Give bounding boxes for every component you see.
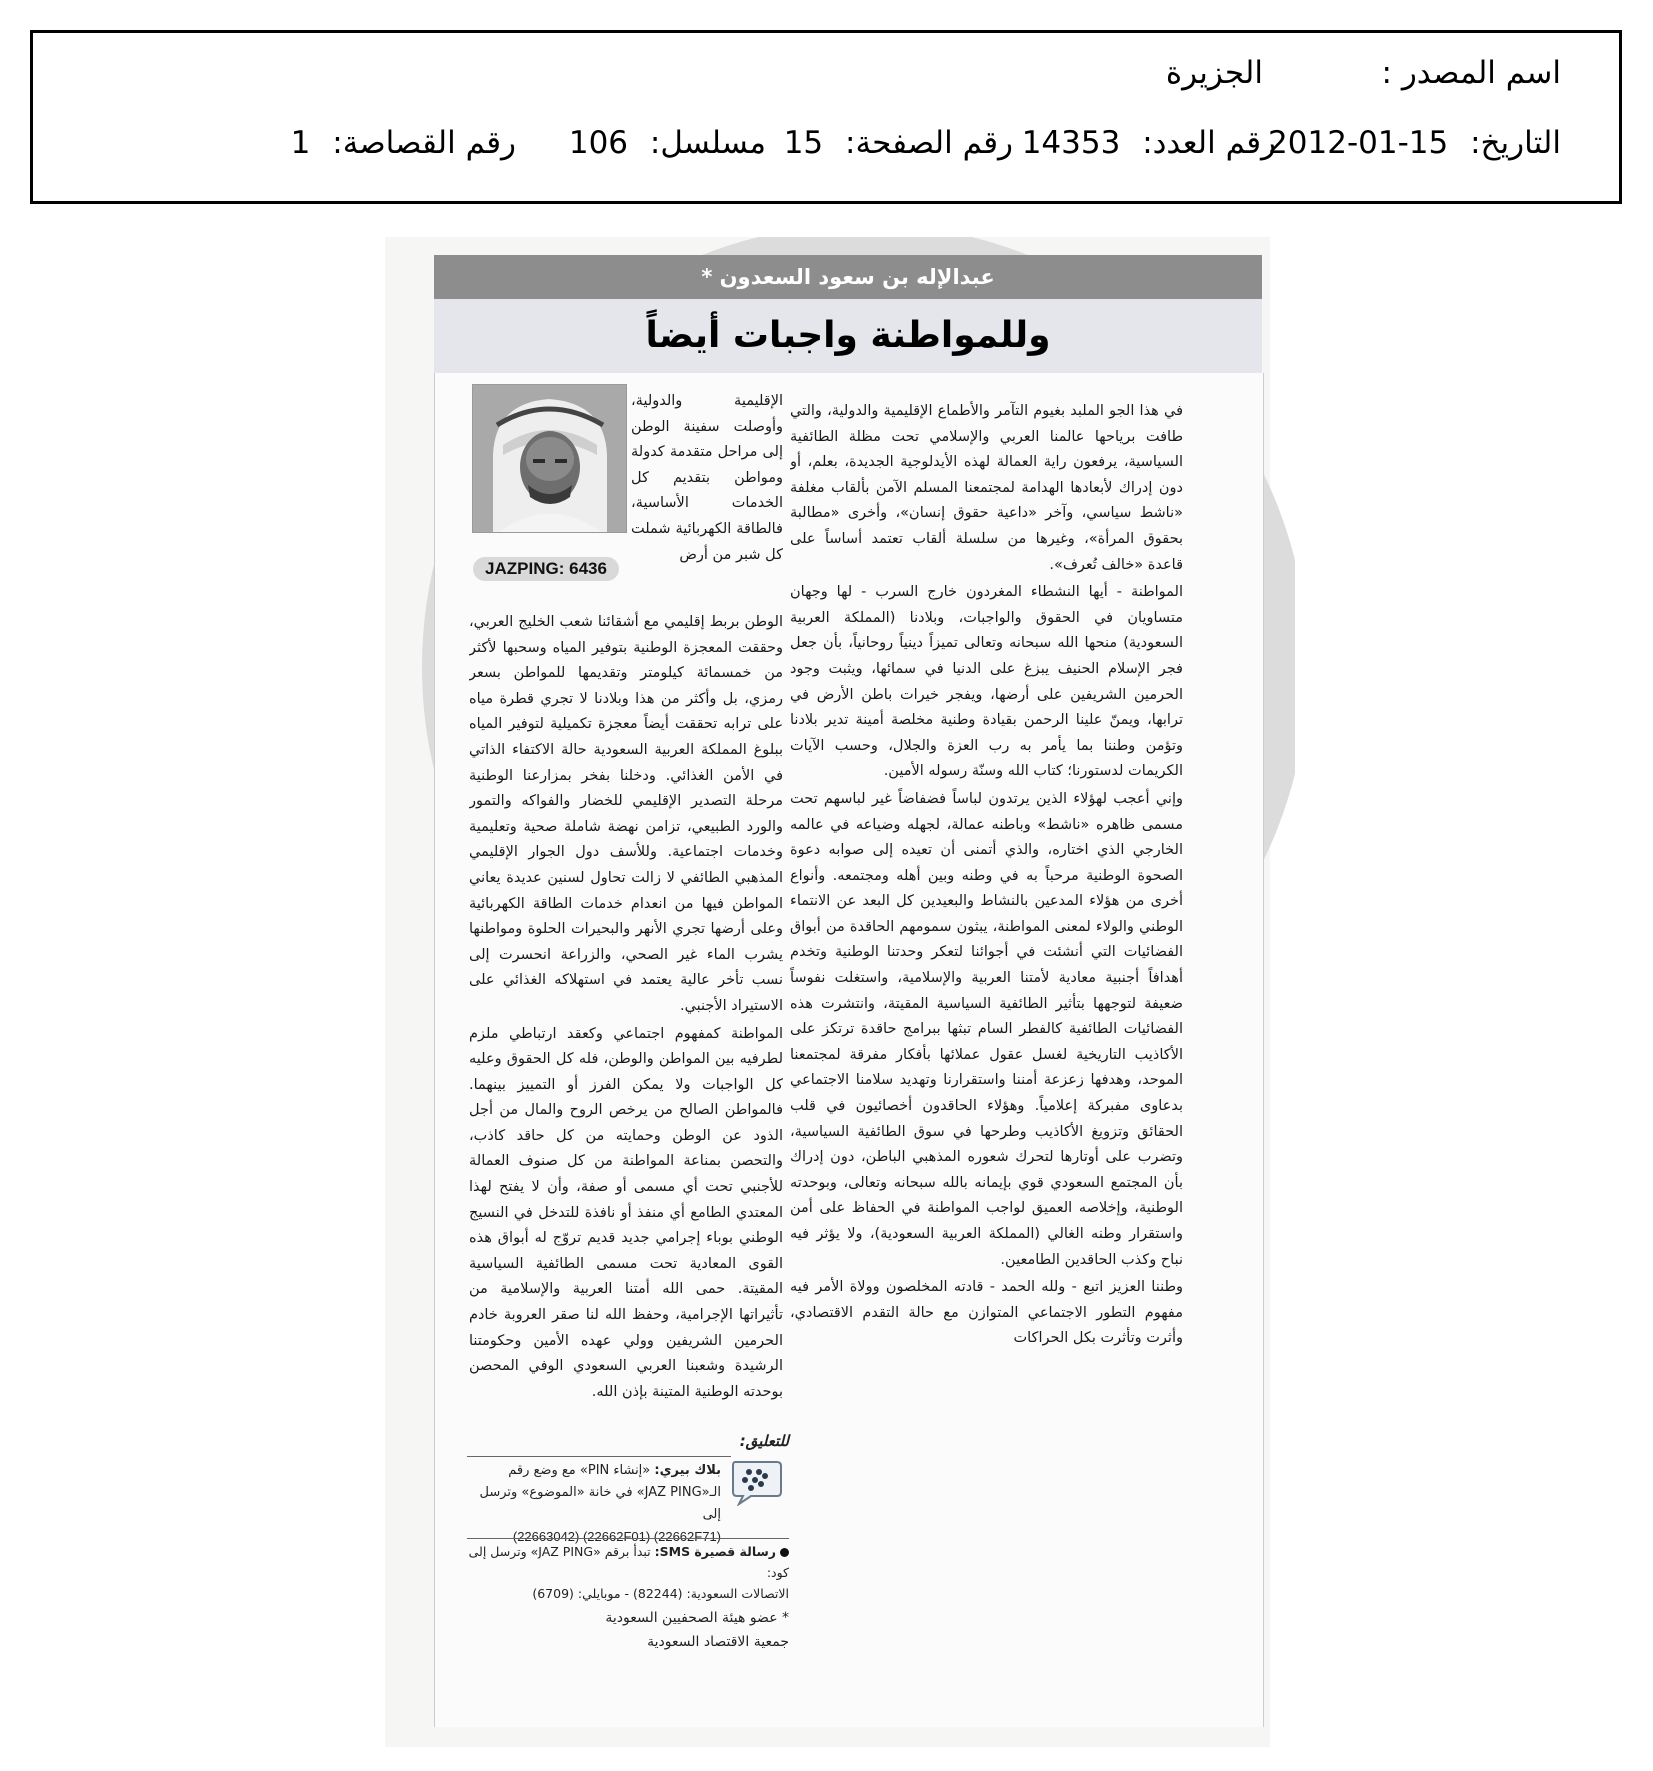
date-label: التاريخ: xyxy=(1470,125,1561,161)
date-value: 2012-01-15 xyxy=(1268,125,1449,161)
divider xyxy=(467,1456,731,1457)
clip-value: 1 xyxy=(290,125,311,161)
comment-title: للتعليق: xyxy=(739,1432,789,1450)
clip-label: رقم القصاصة: xyxy=(332,125,516,161)
article-headline: وللمواطنة واجبات أيضاً xyxy=(434,299,1262,373)
source-label: اسم المصدر : xyxy=(1381,55,1561,91)
author-byline: عبدالإله بن سعود السعدون * xyxy=(434,255,1262,299)
sms-instructions xyxy=(467,1541,789,1604)
author-portrait-icon xyxy=(473,385,626,532)
jazping-badge: JAZPING: 6436 xyxy=(473,557,619,581)
source-info-box xyxy=(30,30,1622,204)
sms-label: رسالة قصيرة SMS: xyxy=(654,1544,776,1559)
source-value: الجزيرة xyxy=(1165,55,1263,91)
serial-value: 106 xyxy=(568,125,629,161)
paragraph: المواطنة - أيها النشطاء المغردون خارج السرب - لها وجهان متساويان في الحقوق والواجبات، وبلادنا (المملكة العربية السعودية) منحها الله سبحانه وتعالى تميزاً دينياً روحانياً، بأن جعل فجر الإسلام الحنيف يبزغ على الدنيا في سمائها، ويثبت وجود الحرمين الشريفين على أرضها، ويفجر خيرات باطن الأرض في ترابها، ويمنّ علينا الرحمن بقيادة وطنية مخلصة أمينة تدير بلادنا وتؤمن وطننا بما يأمر به رب العزة والجلال، وحسب الآيات الكريمات لدستورنا؛ كتاب الله وسنّة رسوله الأمين. xyxy=(790,584,1183,780)
blackberry-icon xyxy=(729,1456,785,1506)
paragraph: وإني أعجب لهؤلاء الذين يرتدون لباساً فضفاضاً غير لباسهم تحت مسمى ظاهره «ناشط» وباطنه عمالة، لجهله وضياعه في عالمه الخارجي الذي اختاره، والذي أتمنى أن تعيده إلى صوابه دعوة الصحوة الوطنية مرحباً به في وطنه وبين أهله ومجتمعه. وأنواع أخرى من هؤلاء المدعين بالنشاط والبعيدين كل البعد عن الانتماء الوطني والولاء لمعنى المواطنة، يبثون سمومهم الحاقدة من أبواق الفضائيات التي أنشئت في أجوائنا لتعكر وحدتنا الوطنية وتخدم أهدافاً أجنبية معادية لأمتنا العربية والإسلامية، واستغلت نفوساً ضعيفة لتوجهها بتأثير الطائفية السياسية المقيتة، وانتشرت هذه الفضائيات الطائفية كالفطر السام تبثها ببرامج حاقدة ترتكز على الأكاذيب التاريخية لغسل عقول عملائها بأفكار مفرقة لمجتمعنا الموحد، وهدفها زعزعة أمننا واستقرارنا وتهديد سلامنا الاجتماعي بدعاوى مفبركة إعلامياً. وهؤلاء الحاقدون أخصائيون في قلب الحقائق وتزويغ الأكاذيب وطرحها في سوق الطائفية السياسية، وتضرب على أوتارها لتحرك شعوره المذهبي الباطن، دون إدراك بأن المجتمع السعودي قوي بإيمانه بالله سبحانه وتعالى، وبوحدته الوطنية، وإخلاصه العميق لواجب المواطنة في الحفاظ على أمن واستقرار وطنه الغالي (المملكة العربية السعودية)، ولا يؤثر فيه نباح وكذب الحاقدين الطامعين. xyxy=(790,790,1183,1268)
pin-codes: (22663042) (22662F01) (22662F71) xyxy=(512,1529,721,1544)
date-field xyxy=(1268,125,1561,161)
article-column-left xyxy=(469,610,783,1428)
clip-field xyxy=(291,125,516,161)
sms-codes: الاتصالات السعودية: (82244) - موبايلي: (6709) xyxy=(532,1586,789,1601)
serial-field xyxy=(569,125,766,161)
blackberry-instructions xyxy=(467,1460,721,1548)
newspaper-clipping xyxy=(385,237,1270,1747)
paragraph: وطننا العزيز اتبع - ولله الحمد - قادته المخلصون وولاة الأمر فيه مفهوم التطور الاجتماعي المتوازن مع حالة التقدم الاقتصادي، وأثرت وتأثرت بكل الحراكات xyxy=(790,1279,1183,1347)
divider xyxy=(467,1538,789,1539)
paragraph: المواطنة كمفهوم اجتماعي وكعقد ارتباطي ملزم لطرفيه بين المواطن والوطن، فله كل الحقوق وعليه كل الواجبات ولا يمكن الفرز أو التمييز بينهما. فالمواطن الصالح من يرخص الروح والمال من أجل الذود عن الوطن وحمايته من كل حاقد كاذب، والتحصن بمناعة المواطنة من كل صنوف العمالة للأجنبي تحت أي مسمى أو صفة، وأن لا يفتح لهذا المعتدي الطامع أي منفذ أو نافذة للتدخل في النسيج الوطني بوباء إجرامي جديد قديم تروّج له أبواق هذه القوى المعادية تحت مسمى الطائفية السياسية المقيتة. حمى الله أمتنا العربية والإسلامية من تأثيراتها الإجرامية، وحفظ الله لنا صقر العروبة خادم الحرمين الشريفين وولي عهده الأمين وحكومتنا الرشيدة وشعبنا العربي السعودي الوفي المحصن بوحدته الوطنية المتينة بإذن الله. xyxy=(469,1025,783,1400)
issue-field xyxy=(1022,125,1276,161)
comment-box xyxy=(467,1432,789,1712)
author-footnote xyxy=(467,1606,789,1654)
issue-value: 14353 xyxy=(1021,125,1121,161)
footnote-line: * عضو هيئة الصحفيين السعودية xyxy=(605,1610,789,1626)
page-value: 15 xyxy=(783,125,824,161)
page-field xyxy=(784,125,1013,161)
author-photo xyxy=(472,384,627,533)
paragraph: الإقليمية والدولية، وأوصلت سفينة الوطن إلى مراحل متقدمة كدولة ومواطن بتقديم كل الخدمات الأساسية، فالطاقة الكهربائية شملت كل شبر من أرض xyxy=(631,393,783,563)
blackberry-text: «إنشاء PIN» مع وضع رقم الـ«JAZ PING» في خانة «الموضوع» وترسل إلى xyxy=(479,1463,721,1522)
footnote-line: جمعية الاقتصاد السعودية xyxy=(647,1634,789,1650)
blackberry-label: بلاك بيري: xyxy=(654,1463,721,1478)
paragraph: الوطن بربط إقليمي مع أشقائنا شعب الخليج العربي، وحققت المعجزة الوطنية بتوفير المياه وسحبها لأكثر من خمسمائة كيلومتر وتقديمها للمواطن بسعر رمزي، بل وأكثر من هذا وبلادنا لا تجري قطرة مياه على ترابه تحققت أيضاً معجزة تكميلية لتوفير المياه ببلوغ المملكة العربية السعودية حالة الاكتفاء الذاتي في الأمن الغذائي. ودخلنا بفخر بمزارعنا الوطنية مرحلة التصدير الإقليمي للخضار والفواكه والتمور والورد الطبيعي، تزامن نهضة شاملة صحية وتعليمية وخدمات اجتماعية. وللأسف دول الجوار الإقليمي المذهبي الطائفي لا زالت تحاول لسنين عديدة يعاني المواطن فيها من انعدام خدمات الطاقة الكهربائية وعلى أرضها تجري الأنهر والبحيرات الحلوة ومواطنها يشرب الماء غير الصحي، والزراعة انحسرت إلى نسب تأخر عالية يعتمد في استهلاكه الغذائي على الاستيراد الأجنبي. xyxy=(469,614,783,1014)
metadata-row xyxy=(73,125,1561,169)
paragraph: في هذا الجو الملبد بغيوم التآمر والأطماع الإقليمية والدولية، والتي طافت برياحها عالمنا العربي والإسلامي تحت مظلة الطائفية السياسية، يرفعون راية العمالة لهذه الأيدلوجية الجديدة، بعلم، أو دون إدراك لأبعادها الهدامة لمجتمعنا المسلم الآمن بألقاب مغلفة «ناشط سياسي، وآخر «داعية حقوق إنسان»، وأخرى «مطالبة بحقوق المرأة»، وغيرها من سلسلة ألقاب تعتمد أساساً على قاعدة «خالف تُعرف». xyxy=(790,403,1183,573)
sms-text: تبدأ برقم «JAZ PING» وترسل إلى كود: xyxy=(468,1544,789,1580)
serial-label: مسلسل: xyxy=(649,125,766,161)
issue-label: رقم العدد: xyxy=(1142,125,1276,161)
page-label: رقم الصفحة: xyxy=(845,125,1013,161)
bullet-icon xyxy=(780,1548,789,1557)
source-row xyxy=(73,55,1561,99)
article-column-left-top xyxy=(631,389,783,609)
article-column-right xyxy=(790,399,1183,1739)
